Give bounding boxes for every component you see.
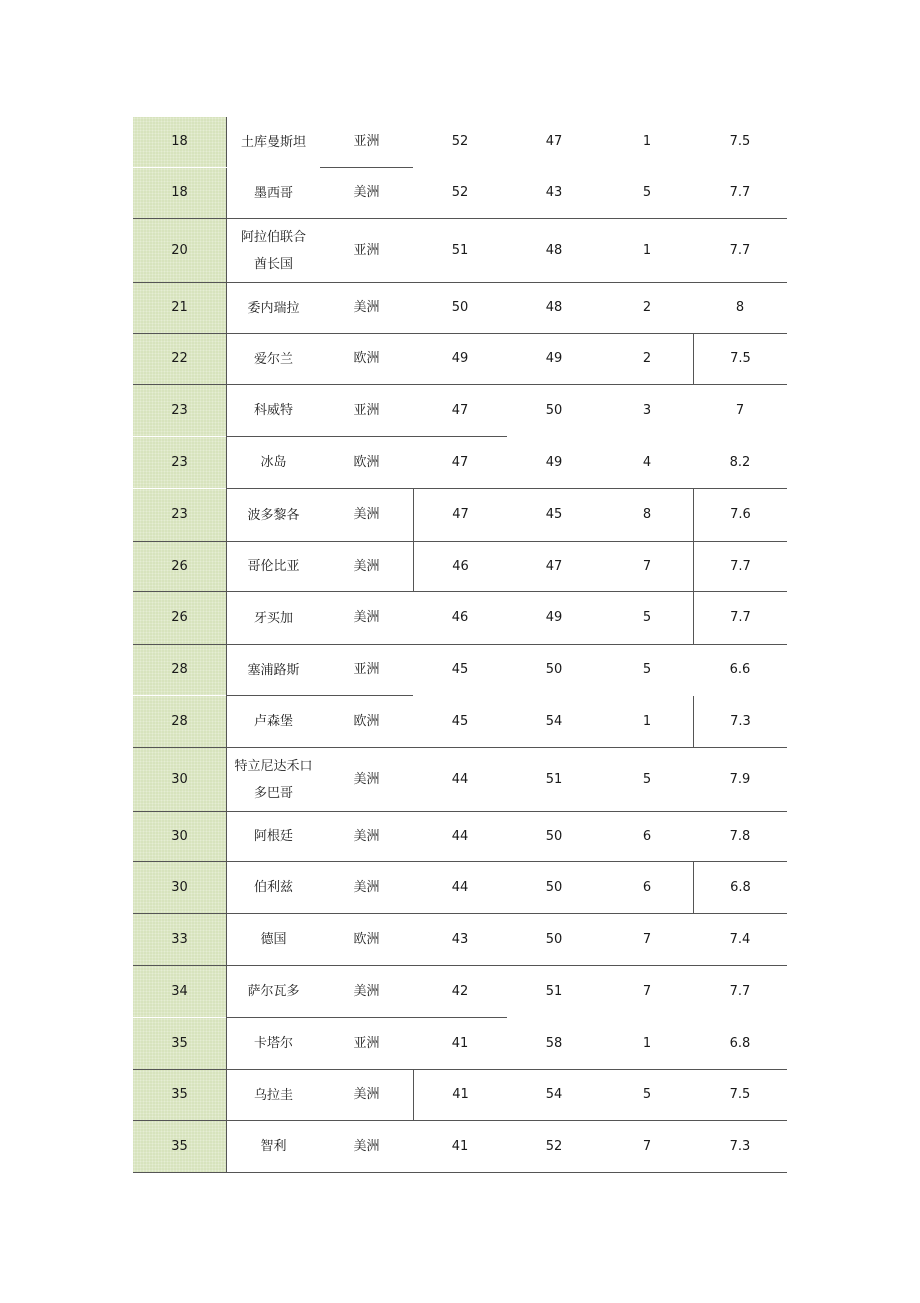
rank-cell: 28 [133, 696, 226, 747]
value-c-cell: 1 [642, 134, 652, 149]
country-name-cell [226, 489, 320, 541]
value-a-cell: 41 [413, 1070, 507, 1120]
rank-cell: 18 [133, 117, 226, 167]
value-d-cell: 7.6 [693, 489, 787, 541]
country-name-line: 特立尼达禾口 [234, 758, 313, 774]
country-name-line: 爱尔兰 [253, 351, 293, 367]
country-name-line: 多巴哥 [253, 785, 293, 801]
region-cell: 美洲 [353, 828, 380, 844]
table-row [133, 437, 787, 489]
value-a-cell: 42 [451, 983, 469, 999]
value-d-cell: 6.6 [729, 662, 751, 677]
rank-cell: 28 [133, 645, 226, 695]
region-cell: 美洲 [353, 771, 380, 787]
rank-cell: 23 [133, 385, 226, 436]
region-cell: 亚洲 [353, 242, 380, 258]
country-name-cell [226, 1121, 320, 1172]
value-b-cell: 50 [545, 931, 563, 947]
value-c-cell: 5 [642, 610, 652, 625]
value-a-cell: 43 [451, 931, 469, 947]
country-name-line: 冰岛 [260, 455, 287, 470]
country-name-line: 卢森堡 [253, 714, 293, 729]
table-row [133, 862, 787, 914]
value-c-cell: 8 [642, 507, 652, 522]
region-cell: 美洲 [353, 507, 380, 522]
value-c-cell: 2 [642, 351, 652, 366]
value-b-cell: 48 [545, 300, 563, 315]
country-name-line: 卡塔尔 [253, 1036, 293, 1051]
table-row [133, 117, 787, 168]
value-d-cell: 7.7 [693, 542, 787, 591]
country-name-cell [226, 748, 320, 811]
value-d-cell: 7.7 [693, 592, 787, 644]
table-row [133, 542, 787, 592]
table-row [133, 489, 787, 542]
value-b-cell: 49 [545, 454, 563, 470]
rank-cell: 20 [133, 219, 226, 282]
country-name-cell [226, 168, 320, 218]
value-c-cell: 6 [642, 828, 652, 844]
rank-cell: 35 [133, 1018, 226, 1069]
rank-cell: 23 [133, 489, 226, 541]
value-c-cell: 7 [642, 1138, 652, 1154]
region-cell: 美洲 [353, 879, 380, 895]
country-name-cell [226, 334, 320, 384]
value-c-cell: 5 [642, 771, 652, 787]
value-b-cell: 51 [545, 983, 563, 999]
country-name-line: 智利 [260, 1139, 287, 1154]
rank-cell: 23 [133, 437, 226, 488]
value-b-cell: 54 [545, 1087, 563, 1102]
value-d-cell: 7.5 [729, 134, 751, 149]
value-c-cell: 1 [642, 1035, 652, 1051]
value-c-cell: 1 [642, 242, 652, 258]
table-row [133, 283, 787, 334]
value-b-cell: 45 [545, 507, 563, 522]
country-name-line: 科威特 [253, 403, 293, 418]
country-name-cell [226, 117, 320, 167]
region-cell: 美洲 [353, 558, 380, 574]
country-name-cell [226, 283, 320, 333]
country-name-cell [226, 542, 320, 591]
region-cell: 美洲 [353, 983, 380, 999]
table-row [133, 385, 787, 437]
region-cell: 亚洲 [353, 1035, 380, 1051]
value-d-cell: 7.9 [729, 771, 751, 787]
country-name-cell [226, 966, 320, 1017]
table-row [133, 334, 787, 385]
value-a-cell: 49 [451, 351, 469, 366]
value-c-cell: 5 [642, 662, 652, 677]
country-name-line: 酋长国 [253, 256, 293, 272]
country-name-line: 土库曼斯坦 [240, 134, 306, 150]
country-name-line: 德国 [260, 932, 287, 947]
value-d-cell: 8 [735, 300, 745, 315]
table-row [133, 168, 787, 219]
value-a-cell: 50 [451, 300, 469, 315]
country-name-line: 墨西哥 [253, 185, 293, 201]
value-d-cell: 7 [735, 402, 745, 418]
country-name-line: 哥伦比亚 [247, 559, 300, 574]
value-c-cell: 1 [642, 713, 652, 729]
value-c-cell: 4 [642, 454, 652, 470]
value-d-cell: 6.8 [693, 862, 787, 913]
rank-cell: 26 [133, 542, 226, 591]
region-cell: 欧洲 [353, 931, 380, 947]
value-a-cell: 52 [451, 185, 469, 200]
region-cell: 美洲 [353, 610, 380, 625]
table-row [133, 748, 787, 812]
value-a-cell: 51 [451, 242, 469, 258]
value-b-cell: 49 [545, 610, 563, 625]
table-row [133, 696, 787, 748]
region-cell: 欧洲 [353, 713, 380, 729]
table-row [133, 914, 787, 966]
country-name-line: 塞浦路斯 [247, 662, 300, 678]
value-d-cell: 8.2 [729, 454, 751, 470]
table-row [133, 592, 787, 645]
country-name-cell [226, 914, 320, 965]
value-d-cell: 7.7 [729, 242, 751, 258]
value-a-cell: 47 [413, 489, 507, 541]
rank-cell: 35 [133, 1070, 226, 1120]
table-row [133, 219, 787, 283]
value-b-cell: 47 [545, 558, 563, 574]
table-row [133, 645, 787, 696]
value-b-cell: 58 [545, 1035, 563, 1051]
value-b-cell: 50 [545, 662, 563, 677]
country-name-cell [226, 385, 320, 436]
country-name-cell [226, 812, 320, 861]
value-d-cell: 7.8 [729, 828, 751, 844]
country-name-line: 阿拉伯联合 [240, 229, 306, 245]
country-name-line: 乌拉圭 [253, 1087, 293, 1103]
rank-cell: 30 [133, 748, 226, 811]
value-d-cell: 7.5 [729, 1087, 751, 1102]
country-name-cell [226, 437, 320, 488]
value-b-cell: 52 [545, 1138, 563, 1154]
rank-cell: 21 [133, 283, 226, 333]
value-b-cell: 48 [545, 242, 563, 258]
value-a-cell: 41 [451, 1138, 469, 1154]
value-c-cell: 5 [642, 1087, 652, 1102]
rank-cell: 22 [133, 334, 226, 384]
value-c-cell: 7 [642, 983, 652, 999]
value-b-cell: 47 [545, 134, 563, 149]
value-c-cell: 6 [642, 879, 652, 895]
country-name-cell [226, 645, 320, 695]
value-b-cell: 49 [545, 351, 563, 366]
value-b-cell: 50 [545, 879, 563, 895]
region-cell: 美洲 [353, 300, 380, 315]
region-cell: 美洲 [353, 1087, 380, 1102]
table-row [133, 1018, 787, 1070]
rank-cell: 30 [133, 862, 226, 913]
country-name-cell [226, 862, 320, 913]
value-d-cell: 7.5 [693, 334, 787, 384]
value-b-cell: 54 [545, 713, 563, 729]
value-d-cell: 7.4 [729, 931, 751, 947]
region-cell: 亚洲 [353, 402, 380, 418]
country-name-line: 伯利兹 [253, 880, 293, 895]
value-c-cell: 5 [642, 185, 652, 200]
region-cell: 美洲 [353, 1138, 380, 1154]
value-a-cell: 46 [451, 610, 469, 625]
value-a-cell: 44 [451, 771, 469, 787]
value-b-cell: 43 [545, 185, 563, 200]
country-name-line: 阿根廷 [253, 829, 293, 844]
value-a-cell: 44 [451, 879, 469, 895]
value-d-cell: 7.3 [693, 696, 787, 747]
country-name-line: 萨尔瓦多 [247, 984, 300, 999]
table-row [133, 812, 787, 862]
value-b-cell: 50 [545, 828, 563, 844]
value-d-cell: 6.8 [729, 1035, 751, 1051]
rank-cell: 30 [133, 812, 226, 861]
value-a-cell: 44 [451, 828, 469, 844]
country-name-cell [226, 219, 320, 282]
table-row [133, 1121, 787, 1173]
table-row [133, 966, 787, 1018]
table-row [133, 1070, 787, 1121]
region-cell: 欧洲 [353, 351, 380, 366]
country-name-line: 波多黎各 [247, 507, 300, 523]
value-c-cell: 3 [642, 402, 652, 418]
value-b-cell: 50 [545, 402, 563, 418]
country-name-line: 牙买加 [253, 610, 293, 626]
country-name-cell [226, 696, 320, 747]
rank-cell: 35 [133, 1121, 226, 1172]
rank-cell: 26 [133, 592, 226, 644]
value-c-cell: 7 [642, 931, 652, 947]
rank-cell: 18 [133, 168, 226, 218]
region-cell: 亚洲 [353, 662, 380, 677]
country-name-line: 委内瑞拉 [247, 300, 300, 316]
value-a-cell: 45 [451, 713, 469, 729]
value-a-cell: 45 [451, 662, 469, 677]
rank-cell: 33 [133, 914, 226, 965]
value-b-cell: 51 [545, 771, 563, 787]
country-ranking-table [133, 117, 787, 1173]
value-d-cell: 7.7 [729, 185, 751, 200]
value-a-cell: 41 [451, 1035, 469, 1051]
region-cell: 欧洲 [353, 454, 380, 470]
value-a-cell: 46 [413, 542, 507, 591]
value-a-cell: 47 [451, 454, 469, 470]
value-a-cell: 47 [451, 402, 469, 418]
country-name-cell [226, 592, 320, 644]
value-a-cell: 52 [451, 134, 469, 149]
value-d-cell: 7.3 [729, 1138, 751, 1154]
value-c-cell: 2 [642, 300, 652, 315]
region-cell: 亚洲 [353, 134, 380, 149]
region-cell: 美洲 [353, 185, 380, 200]
value-d-cell: 7.7 [729, 983, 751, 999]
value-c-cell: 7 [642, 558, 652, 574]
rank-cell: 34 [133, 966, 226, 1017]
country-name-cell [226, 1018, 320, 1069]
country-name-cell [226, 1070, 320, 1120]
